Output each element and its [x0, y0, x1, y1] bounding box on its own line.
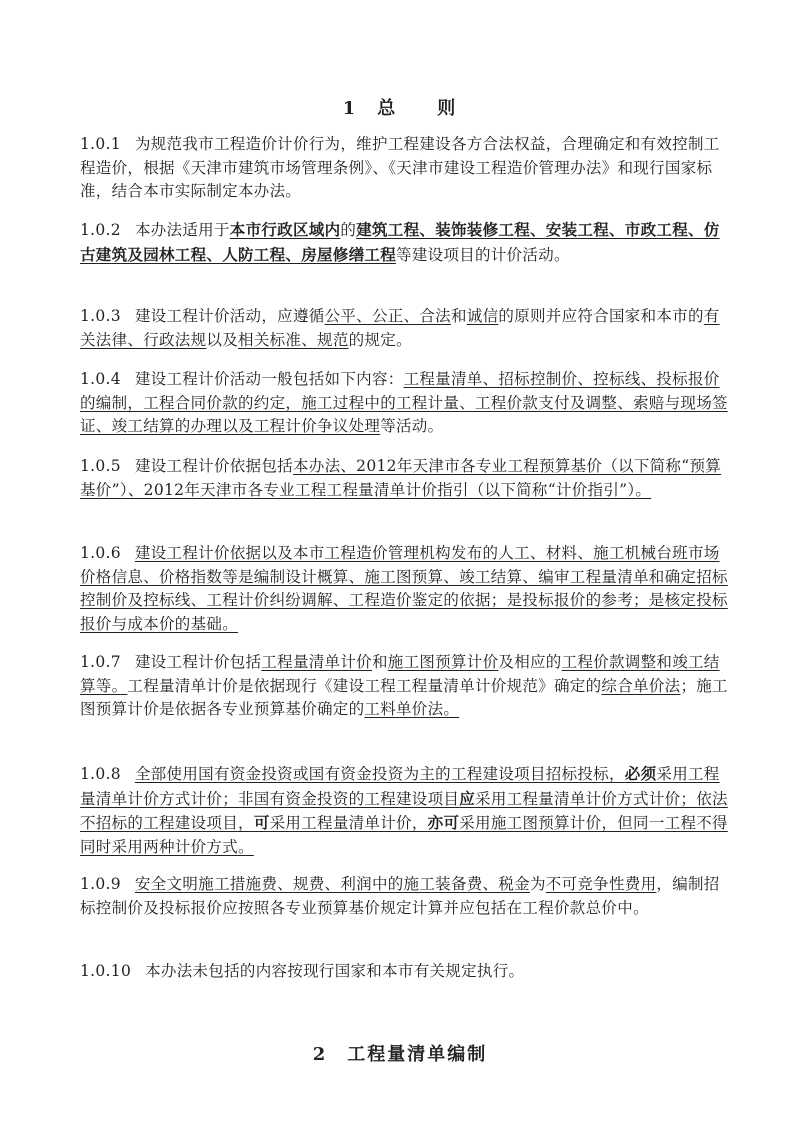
clause-1-0-2 [80, 218, 730, 267]
clause-1-0-4 [80, 368, 730, 439]
clause-emphasis: 可 [253, 813, 270, 832]
clause-number: 1.0.4 [80, 370, 121, 388]
clause-emphasis: 相关标准、规范 [238, 330, 349, 349]
clause-number: 1.0.8 [80, 765, 121, 783]
clause-emphasis: 不可竞争性费用 [545, 875, 657, 893]
clause-text: 建设工程计价活动，应遵循 [134, 307, 325, 325]
clause-text: ，编制招标控制价及投标报价应按照各专业预算基价规定计算并应包括在工程价款总价中。 [80, 875, 720, 917]
clause-emphasis: 安全文明施工措施费、规费、利润中的施工装备费、税金 [134, 875, 530, 893]
clause-emphasis: 工程量清单计价方式计价 [80, 765, 720, 808]
clause-emphasis: 综合单价法 [601, 676, 681, 695]
clause-text: 本办法适用于 [134, 221, 230, 239]
clause-number: 1.0.7 [80, 653, 121, 671]
clause-emphasis: 诚信 [466, 307, 499, 325]
clause-emphasis: 工程价款调整和竣工结算等。 [80, 653, 720, 695]
clause-emphasis: 必须 [624, 764, 657, 783]
clause-1-0-5 [80, 455, 730, 502]
clause-text: 的原则并应符合国家和本市的 [498, 307, 704, 325]
clause-text: 建设工程计价包括 [134, 653, 262, 671]
clause-text: 和 [371, 653, 388, 671]
section-heading-bill-of-quantities: 2 工程量清单编制 [312, 1044, 488, 1065]
clause-emphasis: 亦可 [427, 813, 460, 832]
clause-text: 的规定。 [348, 330, 412, 349]
clause-emphasis: 工料单价法。 [364, 700, 460, 718]
clause-emphasis: 工程量清单、招标控制价、控标线、投标报价的编制，工程合同价款的约定，施工过程中的工程计量、工程价款支付及调整、索赔与现场签证、竣工结算的办理以及工程计价争议处理 [80, 370, 728, 435]
clause-text: 为 [529, 875, 546, 893]
clause-number: 1.0.3 [80, 307, 121, 325]
clause-emphasis: 有关法律、行政法规 [80, 307, 720, 349]
clause-1-0-6 [80, 542, 730, 636]
clause-emphasis: 全部使用国有资金投资 [134, 765, 293, 783]
clause-text: 本办法未包括的内容按现行国家和本市有关规定执行。 [145, 962, 525, 980]
clause-text: 为规范我市工程造价计价行为，维护工程建设各方合法权益，合理确定和有效控制工程造价，根据《天津市建筑市场管理条例》、《天津市建设工程造价管理办法》和现行国家标准，结合本市实际制定本办法。 [80, 135, 720, 200]
clause-text: 等活动。 [380, 417, 444, 435]
clause-text: 或国有资金投资为主的工程建设项目招标投标， [292, 765, 625, 783]
clause-text: 以及 [206, 330, 239, 349]
clause-emphasis: 应 [459, 788, 476, 808]
clause-text: 采用施工图预算计价，但同一工程不得同时采用两种计价方式。 [80, 814, 728, 856]
clause-1-0-9 [80, 873, 730, 920]
clause-emphasis: 施工图预算计价 [387, 653, 499, 671]
clause-1-0-8 [80, 762, 730, 859]
clause-text: 和 [450, 307, 467, 325]
clause-number: 1.0.6 [80, 544, 121, 562]
clause-text: 采用工程量清单计价， [269, 814, 428, 832]
clause-number: 1.0.5 [80, 457, 121, 475]
clause-number: 1.0.9 [80, 875, 121, 893]
clause-text: 采用工程量清单计价方式计价；依法不招标的工程建设项目， [80, 789, 728, 832]
clause-emphasis: 建筑工程、装饰装修工程、安装工程、市政工程、仿古建筑及园林工程、人防工程、房屋修缮工程 [80, 220, 720, 264]
clause-text: 建设工程计价活动一般包括如下内容： [134, 370, 404, 388]
clause-1-0-10 [80, 960, 730, 984]
clause-emphasis: 本办法、2012年天津市各专业工程预算基价（以下简称“预算基价”）、2012年天津市各专业工程工程量清单计价指引（以下简称“计价指引”）。 [80, 457, 722, 499]
section-heading-general: 1 总 则 [342, 98, 458, 119]
clause-text: 等建设项目的计价活动。 [396, 245, 570, 264]
clause-1-0-7 [80, 651, 730, 722]
clause-emphasis: 本市行政区域内 [229, 220, 341, 239]
clause-text: 建设工程计价依据包括 [134, 457, 293, 475]
clause-1-0-1 [80, 133, 730, 204]
clause-1-0-3 [80, 305, 730, 352]
clause-emphasis: 工程量清单计价 [261, 653, 372, 671]
clause-text: 工程量清单计价是依据现行《建设工程工程量清单计价规范》确定的 [127, 676, 602, 695]
clause-number: 1.0.1 [80, 135, 121, 153]
clause-emphasis: 公平、公正、合法 [324, 307, 451, 325]
clause-text: ；非国有资金投资的工程建设项目 [222, 789, 460, 808]
clause-text: 采用 [656, 765, 688, 783]
clause-text: 及相应的 [498, 653, 562, 671]
clause-text: ；施工图预算计价是依据各专业预算基价确定的 [80, 676, 728, 718]
clause-number: 1.0.2 [80, 221, 121, 239]
clause-text: 的 [340, 221, 357, 239]
clause-text: 建设工程计价依据以及本市工程造价管理机构发布的人工、材料、施工机械台班市场价格信息、价格指数等是编制设计概算、施工图预算、竣工结算、编审工程量清单和确定招标控制价及控标线、工程计价纠纷调解、工程造价鉴定的依据；是投标报价的参考；是核定投标报价与成本价的基础。 [80, 544, 728, 633]
clause-number: 1.0.10 [80, 962, 132, 980]
